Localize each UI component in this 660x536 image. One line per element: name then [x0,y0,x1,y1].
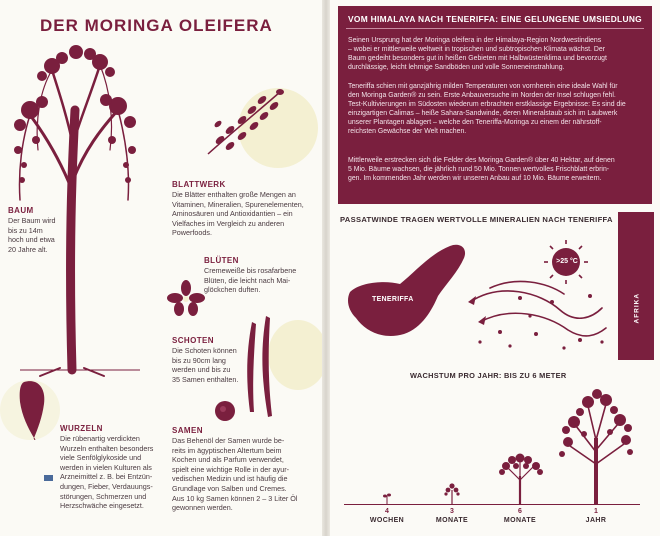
origin-paragraph-1 [348,36,644,72]
stage-label: JAHR [585,517,607,524]
wurzeln-line: viele Senfölglykoside und [60,453,142,463]
root-illustration [16,378,50,440]
seed-illustration [212,398,238,424]
stage-label: MONATE [503,517,537,524]
schoten-line: 35 Samen enthalten. [172,374,239,384]
leaf-branch-illustration [200,84,290,164]
sapling-3-months [444,483,459,504]
blattwerk-heading: BLATTWERK [172,180,226,189]
para-line: Test-Kultivierungen im Südosten wiederum erbrachten erstklassige Ergebnisse: Es sind die [348,101,626,108]
samen-line: Grundlage von Salben und Cremes. [172,483,287,493]
blattwerk-text [172,190,322,238]
blattwerk-line: Vitaminen, Mineralien, Spurenelementen, [172,199,304,209]
stage-number: 4 [385,508,389,515]
para-line: Seinen Ursprung hat der Moringa oleifera in der Himalaya-Region Nordwestindiens [348,37,602,44]
stage-label: WOCHEN [369,517,405,524]
left-page [0,0,324,536]
stage-number: 6 [518,508,522,515]
tree-6-months [499,454,543,505]
schoten-line: Die Schoten können [172,346,237,355]
samen-line: Kochen und als Parfum verwendet, [172,455,284,465]
island-label: TENERIFFA [372,296,414,303]
stage-label: MONATE [435,517,469,524]
wurzeln-line: störungen, Schmerzen und [60,491,147,501]
samen-line: vedischen Medizin und ist häufig die [172,474,288,484]
tenerife-island-shape [348,245,465,336]
blueten-heading: BLÜTEN [204,256,239,265]
temperature-label: >25 °C [556,258,578,265]
note-icon [44,475,53,481]
wurzeln-text [60,434,168,511]
samen-text [172,436,322,513]
sprout-4-weeks [383,494,391,505]
title-divider [346,28,644,29]
para-line: Baum gedeiht besonders gut in heißen Gebieten mit Halbwüstenklima und bevorzugt [348,55,607,62]
samen-heading: SAMEN [172,426,203,435]
baum-line: bis zu 14m [8,225,43,235]
para-line: gen. Im kommenden Jahr werden wir unseren Anbau auf 10 Mio. Bäume erweitern. [348,175,602,182]
blattwerk-line: Aminosäuren und Antioxidantien – ein [172,209,293,219]
schoten-heading: SCHOTEN [172,336,214,345]
blueten-line: Blüten, die leicht nach Mai- [204,275,291,285]
blattwerk-line: Powerfoods. [172,228,212,238]
stage-number: 3 [450,508,454,515]
wurzeln-line: werden in vielen Kulturen als [60,462,152,472]
para-line: Teneriffa schien mit ganzjährig milden Temperaturen von vornherein eine ideale Wahl für [348,83,618,90]
wurzeln-line: Die rübenartig verdickten [60,434,140,443]
wurzeln-line: Herzschwäche eingesetzt. [60,501,144,511]
blattwerk-line: Die Blätter enthalten große Mengen an [172,190,296,199]
flower-illustration [166,278,206,318]
samen-line: gewonnen werden. [172,503,233,513]
para-line: durchlässige, leicht lehmige Sandböden und volle Sonneneinstrahlung. [348,64,565,71]
blueten-text [204,266,322,295]
wurzeln-heading: WURZELN [60,424,103,433]
blueten-line: Cremeweiße bis rosafarbene [204,266,297,275]
baum-line: 20 Jahre alt. [8,244,48,254]
pod-illustration [240,312,280,422]
para-line: – wobei er mittlerweile weltweit in tropischen und subtropischen Klimata wächst. Der [348,46,605,53]
blattwerk-line: Vielfaches im Vergleich zu anderen [172,218,285,228]
growth-title: WACHSTUM PRO JAHR: BIS ZU 6 METER [410,371,567,380]
baum-heading: BAUM [8,206,34,215]
stage-number: 1 [594,508,598,515]
samen-line: Das Behenöl der Samen wurde be- [172,436,285,445]
wurzeln-line: Wurzeln enthalten besonders [60,443,154,453]
para-line: 5 Mio. Bäume wachsen, die jährlich rund 50 Mio. Tonnen wertvolles Frischblatt erbrin- [348,166,610,173]
schoten-line: bis zu 90cm lang [172,355,226,365]
book-gutter [322,0,330,536]
blueten-line: glöckchen duften. [204,285,261,295]
right-page [330,0,660,536]
tree-1-year [559,389,633,504]
origin-info-box [338,6,652,204]
origin-title: VOM HIMALAYA NACH TENERIFFA: EINE GELUNGENE UMSIEDLUNG [348,14,642,24]
growth-baseline [344,504,640,505]
baum-line: Der Baum wird [8,216,56,225]
growth-trees-illustration [344,380,644,504]
baum-text [8,216,68,254]
para-line: den Moringa Garden® zu sein. Erste Anbauversuche im Norden der Insel schlugen fehl. [348,92,616,99]
page-title: DER MORINGA OLEIFERA [40,16,273,35]
wind-title: PASSATWINDE TRAGEN WERTVOLLE MINERALIEN NACH TENERIFFA [340,215,613,224]
samen-line: reits im ägyptischen Altertum beim [172,445,282,455]
samen-line: Aus 10 kg Samen können 2 – 3 Liter Öl [172,493,298,503]
schoten-line: werden und bis zu [172,365,231,375]
wurzeln-line: Arzneimittel z. B. bei Entzün- [60,472,153,482]
origin-paragraph-3 [348,156,644,183]
para-line: reichsten Gewächse der Welt machen. [348,128,467,135]
para-line: Mittlerweile erstrecken sich die Felder des Moringa Garden® über 40 Hektar, auf denen [348,157,615,164]
para-line: einzigartigen Calimas – heiße Sahara-Sandwinde, deren Mineralstaub sich im Laubwerk [348,110,618,117]
baum-line: hoch und etwa [8,235,55,245]
africa-label: AFRIKA [633,292,641,324]
para-line: unserer Plantagen ablagert – welche den Teneriffa-Moringa zu einem der nährstoff- [348,119,602,126]
origin-paragraph-2 [348,82,644,136]
samen-line: spielt eine wichtige Rolle in der ayur- [172,464,290,474]
wurzeln-line: dungen, Fieber, Verdauungs- [60,481,153,491]
